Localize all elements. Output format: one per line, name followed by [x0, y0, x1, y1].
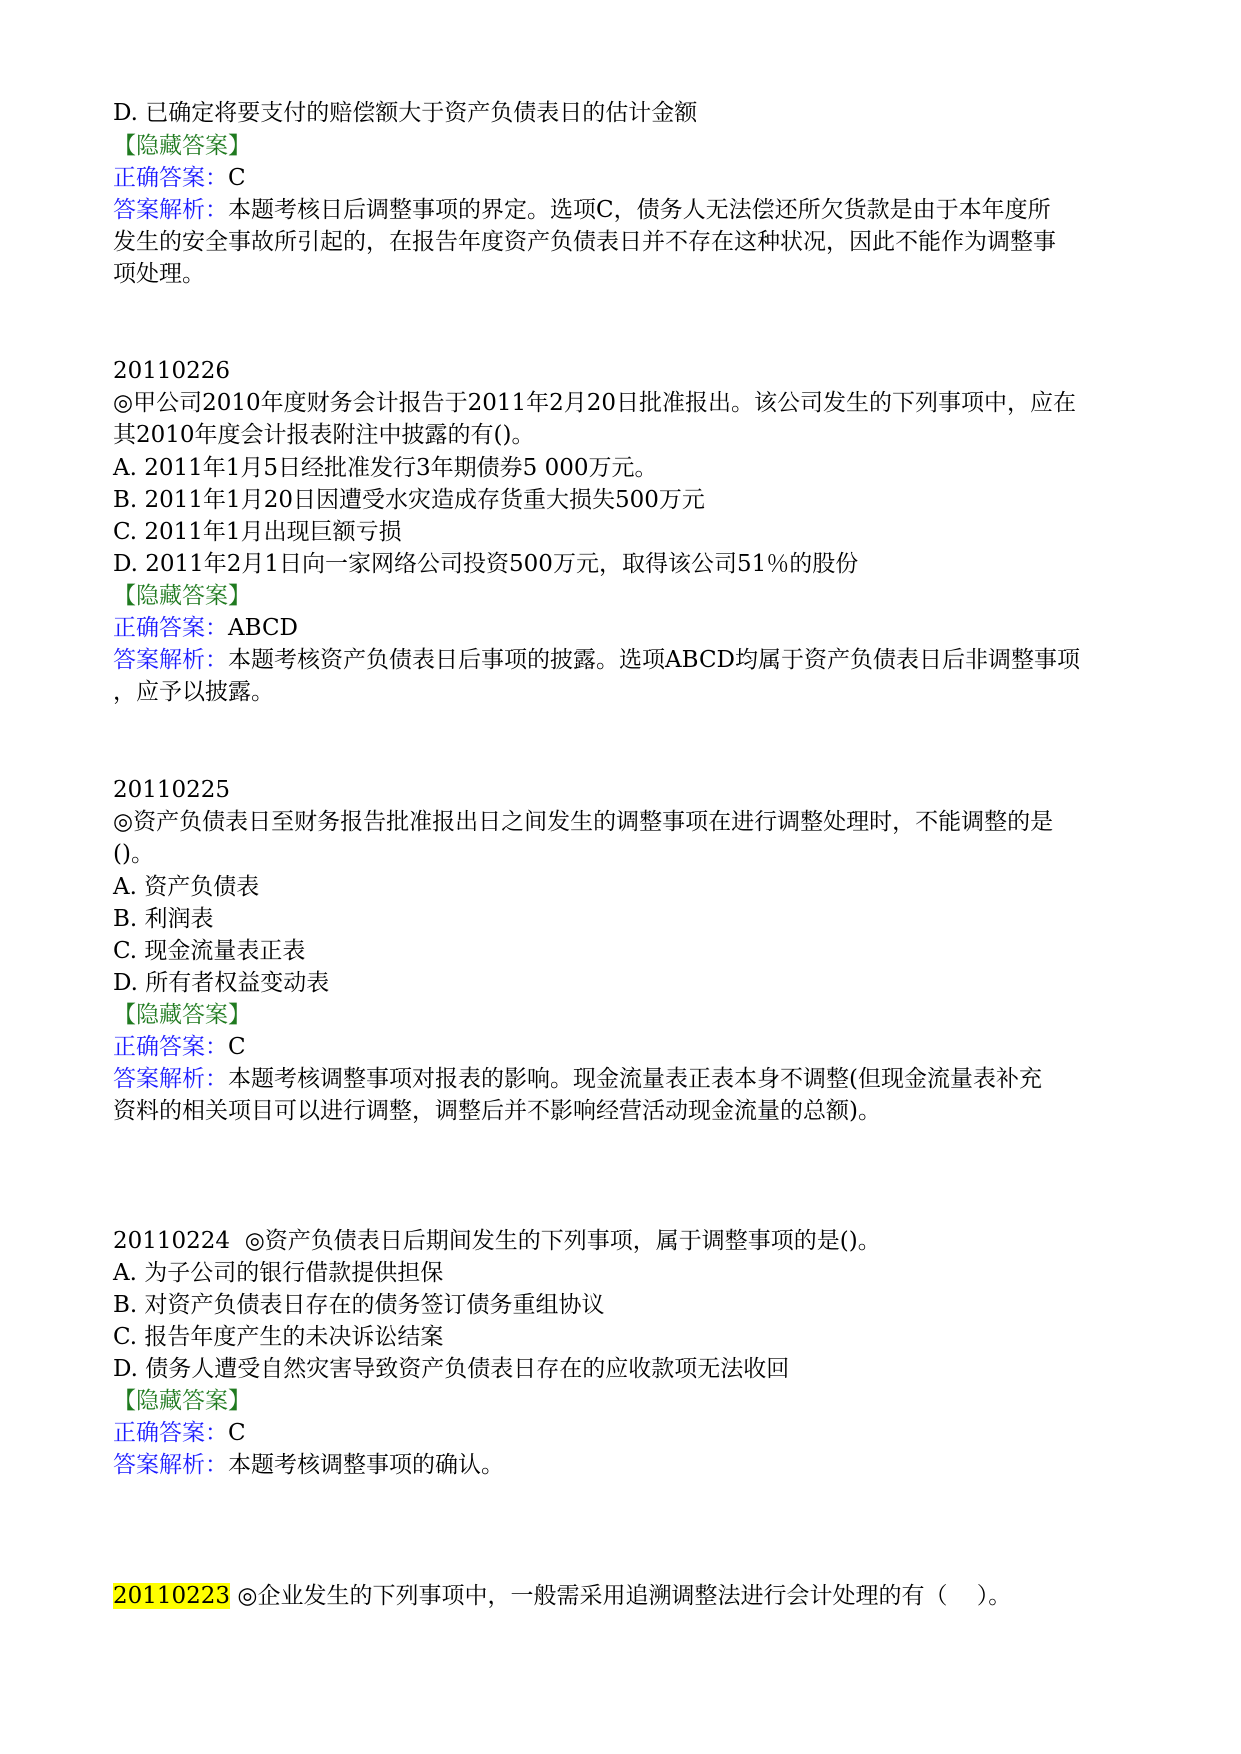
correct-answer-value: C: [228, 1034, 246, 1060]
analysis-line-1: [113, 1063, 1042, 1095]
question-stem-line-2: 其2010年度会计报表附注中披露的有()。: [113, 422, 535, 448]
analysis-label: 答案解析：: [113, 197, 228, 223]
question-header: [113, 1580, 1011, 1612]
correct-answer-label: 正确答案：: [113, 615, 228, 641]
option-c: C. 现金流量表正表: [113, 938, 306, 964]
hidden-answer-toggle[interactable]: 【隐藏答案】: [113, 583, 251, 609]
correct-answer: [113, 1417, 246, 1449]
analysis-line-1: [113, 644, 1080, 676]
analysis-line-2: 发生的安全事故所引起的，在报告年度资产负债表日并不存在这种状况，因此不能作为调整事: [113, 229, 1056, 255]
correct-answer-label: 正确答案：: [113, 1420, 228, 1446]
analysis-text: 本题考核调整事项对报表的影响。现金流量表正表本身不调整(但现金流量表补充: [228, 1066, 1042, 1092]
option-d: D. 债务人遭受自然灾害导致资产负债表日存在的应收款项无法收回: [113, 1356, 790, 1382]
correct-answer-value: C: [228, 1420, 246, 1446]
question-stem-line-1: ◎甲公司2010年度财务会计报告于2011年2月20日批准报出。该公司发生的下列事项中，应在: [113, 390, 1077, 416]
correct-answer: [113, 1031, 246, 1063]
question-header: [113, 1225, 881, 1257]
analysis-line-1: [113, 1449, 504, 1481]
hidden-answer-toggle[interactable]: 【隐藏答案】: [113, 1388, 251, 1414]
option-c: C. 2011年1月出现巨额亏损: [113, 519, 402, 545]
analysis-label: 答案解析：: [113, 647, 228, 673]
correct-answer-value: ABCD: [228, 615, 298, 641]
question-date: 20110225: [113, 777, 231, 803]
correct-answer-value: C: [228, 165, 246, 191]
option-d: D. 2011年2月1日向一家网络公司投资500万元，取得该公司51％的股份: [113, 551, 859, 577]
option-b: B. 利润表: [113, 906, 214, 932]
option-a: A. 资产负债表: [113, 874, 260, 900]
option-b: B. 对资产负债表日存在的债务签订债务重组协议: [113, 1292, 605, 1318]
question-stem-line-2: ()。: [113, 841, 154, 867]
correct-answer-label: 正确答案：: [113, 165, 228, 191]
analysis-label: 答案解析：: [113, 1066, 228, 1092]
analysis-text: 本题考核资产负债表日后事项的披露。选项ABCD均属于资产负债表日后非调整事项: [228, 647, 1080, 673]
correct-answer: [113, 612, 298, 644]
option-d: D. 已确定将要支付的赔偿额大于资产负债表日的估计金额: [113, 100, 698, 126]
question-date: 20110226: [113, 358, 231, 384]
analysis-line-2: 资料的相关项目可以进行调整，调整后并不影响经营活动现金流量的总额)。: [113, 1098, 881, 1124]
hidden-answer-toggle[interactable]: 【隐藏答案】: [113, 133, 251, 159]
analysis-line-3: 项处理。: [113, 261, 205, 287]
correct-answer: [113, 162, 246, 194]
question-stem-line-1: ◎资产负债表日至财务报告批准报出日之间发生的调整事项在进行调整处理时，不能调整的是: [113, 809, 1054, 835]
option-a: A. 2011年1月5日经批准发行3年期债券5 000万元。: [113, 455, 658, 481]
question-stem: ◎企业发生的下列事项中，一般需采用追溯调整法进行会计处理的有（ ）。: [230, 1583, 1012, 1609]
question-date: 20110224: [113, 1228, 231, 1254]
option-d: D. 所有者权益变动表: [113, 970, 330, 996]
analysis-line-1: [113, 194, 1051, 226]
option-b: B. 2011年1月20日因遭受水灾造成存货重大损失500万元: [113, 487, 705, 513]
hidden-answer-toggle[interactable]: 【隐藏答案】: [113, 1002, 251, 1028]
option-a: A. 为子公司的银行借款提供担保: [113, 1260, 444, 1286]
question-date-highlighted: 20110223: [113, 1583, 231, 1609]
analysis-text: 本题考核调整事项的确认。: [228, 1452, 504, 1478]
option-c: C. 报告年度产生的未决诉讼结案: [113, 1324, 444, 1350]
correct-answer-label: 正确答案：: [113, 1034, 228, 1060]
analysis-line-2: ，应予以披露。: [113, 679, 274, 705]
analysis-text: 本题考核日后调整事项的界定。选项C，债务人无法偿还所欠货款是由于本年度所: [228, 197, 1051, 223]
analysis-label: 答案解析：: [113, 1452, 228, 1478]
question-stem: ◎资产负债表日后期间发生的下列事项，属于调整事项的是()。: [230, 1228, 881, 1254]
